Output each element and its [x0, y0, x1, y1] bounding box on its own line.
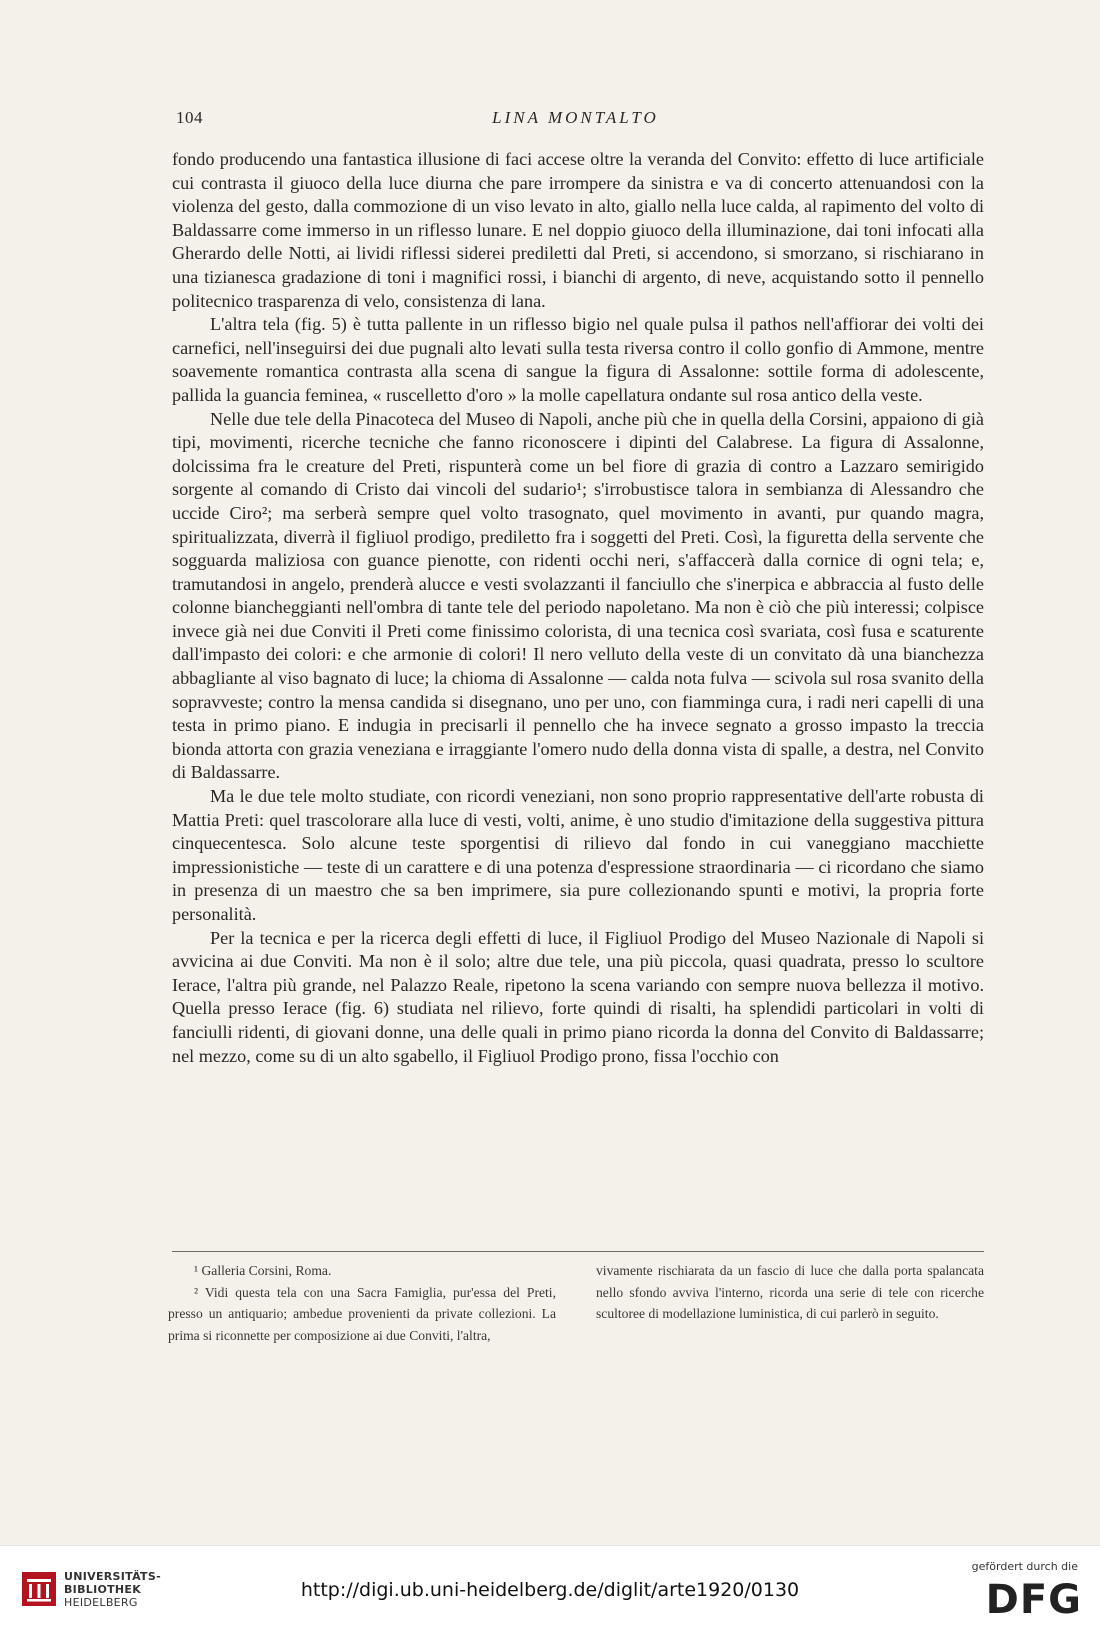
footnote-2: ² Vidi questa tela con una Sacra Famiglia, pur'essa del Preti, presso un antiquario; ambedue provenienti da private collezioni. La prima si riconnette per composizione ai due Conviti, l'altra,: [168, 1284, 556, 1343]
footnotes-right-column: [596, 1260, 984, 1346]
footnotes: [168, 1260, 984, 1346]
library-name-line-1: UNIVERSITÄTS-: [64, 1570, 161, 1583]
paragraph-2: L'altra tela (fig. 5) è tutta pallente in un riflesso bigio nel quale pulsa il pathos nell'affiorar dei volti dei carnefici, nell'inseguirsi dei due pugnali alto levati sulla testa riversa contro il collo gonfio di Ammone, mentre soavemente romantica contrasta alla scena di sangue la figura di Assalonne: sottile forma di adolescente, pallida la guancia feminea, « ruscelletto d'oro » la molle capellatura ondante sul rosa antico della veste.: [172, 314, 984, 405]
paragraph-3: Nelle due tele della Pinacoteca del Museo di Napoli, anche più che in quella della Corsini, appaiono di già tipi, movimenti, ricerche tecniche che fanno riconoscere i dipinti del Calabrese. La figura di Assalonne, dolcissima fra le creature del Preti, rispunterà come un bel fiore di grazia di contro a Lazzaro semirigido sorgente al comando di Cristo dai vincoli del sudario¹; s'irrobustisce talora in sembianza di Alessandro che uccide Ciro²; ma serberà sempre quel volto trasognato, quel movimento in avanti, pur quando magra, spiritualizzata, diverrà il figliuol prodigo, prediletto fra i soggetti del Preti. Così, la figuretta della servente che sogguarda maliziosa con guance pienotte, con ridenti occhi neri, s'affaccerà dalla cornice di ogni tela; e, tramutandosi in angelo, prenderà alucce e vesti svolazzanti il fanciullo che s'inerpica e abbraccia al fusto delle colonne biancheggianti nell'ombra di tante tele del periodo napoletano. Ma non è ciò che più interessi; colpisce invece già nei due Conviti il Preti come finissimo colorista, di una tecnica così svariata, così fusa e scaturente dall'impasto dei colori: e che armonie di colori! Il nero velluto della veste di un convitato dà una bianchezza abbagliante al viso bagnato di luce; la chioma di Assalonne — calda nota fulva — scivola sul rosa svanito della sopravveste; contro la mensa candida si disegnano, uno per uno, con fiamminga cura, i radi neri capelli di una testa in primo piano. E indugia in precisarli il pennello che ha invece segnato a grosso impasto la treccia bionda attorta con grazia veneziana e irraggiante l'omero nudo della donna vista di spalle, a destra, nel Convito di Baldassarre.: [172, 408, 984, 783]
footnote-divider: [172, 1251, 984, 1252]
viewer-footer: [0, 1545, 1100, 1630]
running-head: [168, 108, 983, 134]
footnotes-left-column: [168, 1260, 556, 1346]
body-text: [172, 148, 984, 1068]
library-name-line-3: HEIDELBERG: [64, 1596, 138, 1609]
footnote-2-continued: vivamente rischiarata da un fascio di luce che dalla porta spalancata nello sfondo avviva l'interno, ricorda una serie di tele con ricerche scultoree di modellazione luministica, di cui parlerò in seguito.: [596, 1263, 984, 1321]
funder-caption: gefördert durch die: [971, 1560, 1078, 1573]
running-title: LINA MONTALTO: [492, 108, 659, 127]
footnote-1: ¹ Galleria Corsini, Roma.: [194, 1263, 332, 1278]
permalink-url[interactable]: http://digi.ub.uni-heidelberg.de/diglit/arte1920/0130: [300, 1579, 800, 1601]
library-name-line-2: BIBLIOTHEK: [64, 1583, 142, 1596]
paragraph-1: fondo producendo una fantastica illusione di faci accese oltre la veranda del Convito: effetto di luce artificiale cui contrasta il giuoco della luce diurna che pare irrompere da sinistra e va di concerto attenuandosi con la violenza del gesto, dalla commozione di un viso levato in alto, giallo nella luce calda, al rapimento del volto di Baldassarre come immerso in un riflesso lunare. E nel doppio giuoco della illuminazione, dai toni infocati alla Gherardo delle Notti, ai lividi riflessi siderei prediletti dal Preti, si accendono, si smorzano, si rischiarano in una tizianesca gradazione di toni i magnifici rossi, i bianchi di argento, di neve, acquistando sotto il pennello politecnico trasparenza di velo, consistenza di lana.: [172, 149, 984, 311]
paragraph-5: Per la tecnica e per la ricerca degli effetti di luce, il Figliuol Prodigo del Museo Nazionale di Napoli si avvicina ai due Conviti. Ma non è il solo; altre due tele, una più piccola, quasi quadrata, presso lo scultore Ierace, l'altra più grande, nel Palazzo Reale, ripetono la scena variando con sempre nuova bellezza il motivo. Quella presso Ierace (fig. 6) studiata nel rilievo, forte quindi di risalti, ha splendidi particolari in volti di fanciulli ridenti, di giovani donne, una delle quali in primo piano ricorda la donna del Convito di Baldassarre; nel mezzo, come su di un alto sgabello, il Figliuol Prodigo prono, fissa l'occhio con: [172, 927, 984, 1066]
page-number: 104: [176, 108, 203, 127]
dfg-logo: DFG: [985, 1577, 1082, 1623]
paragraph-4: Ma le due tele molto studiate, con ricordi veneziani, non sono proprio rappresentative dell'arte robusta di Mattia Preti: quel trascolorare alla luce di vesti, volti, anime, è uno studio d'imitazione della suggestiva pittura cinquecentesca. Solo alcune teste sporgentisi di rilievo dal fondo in cui vaneggiano macchiette impressionistiche — teste di un carattere e di una potenza d'espressione straordinaria — ci ricordano che siamo in presenza di un maestro che sa ben imprimere, sia pure collezionando spunti e motivi, la propria forte personalità.: [172, 786, 984, 924]
